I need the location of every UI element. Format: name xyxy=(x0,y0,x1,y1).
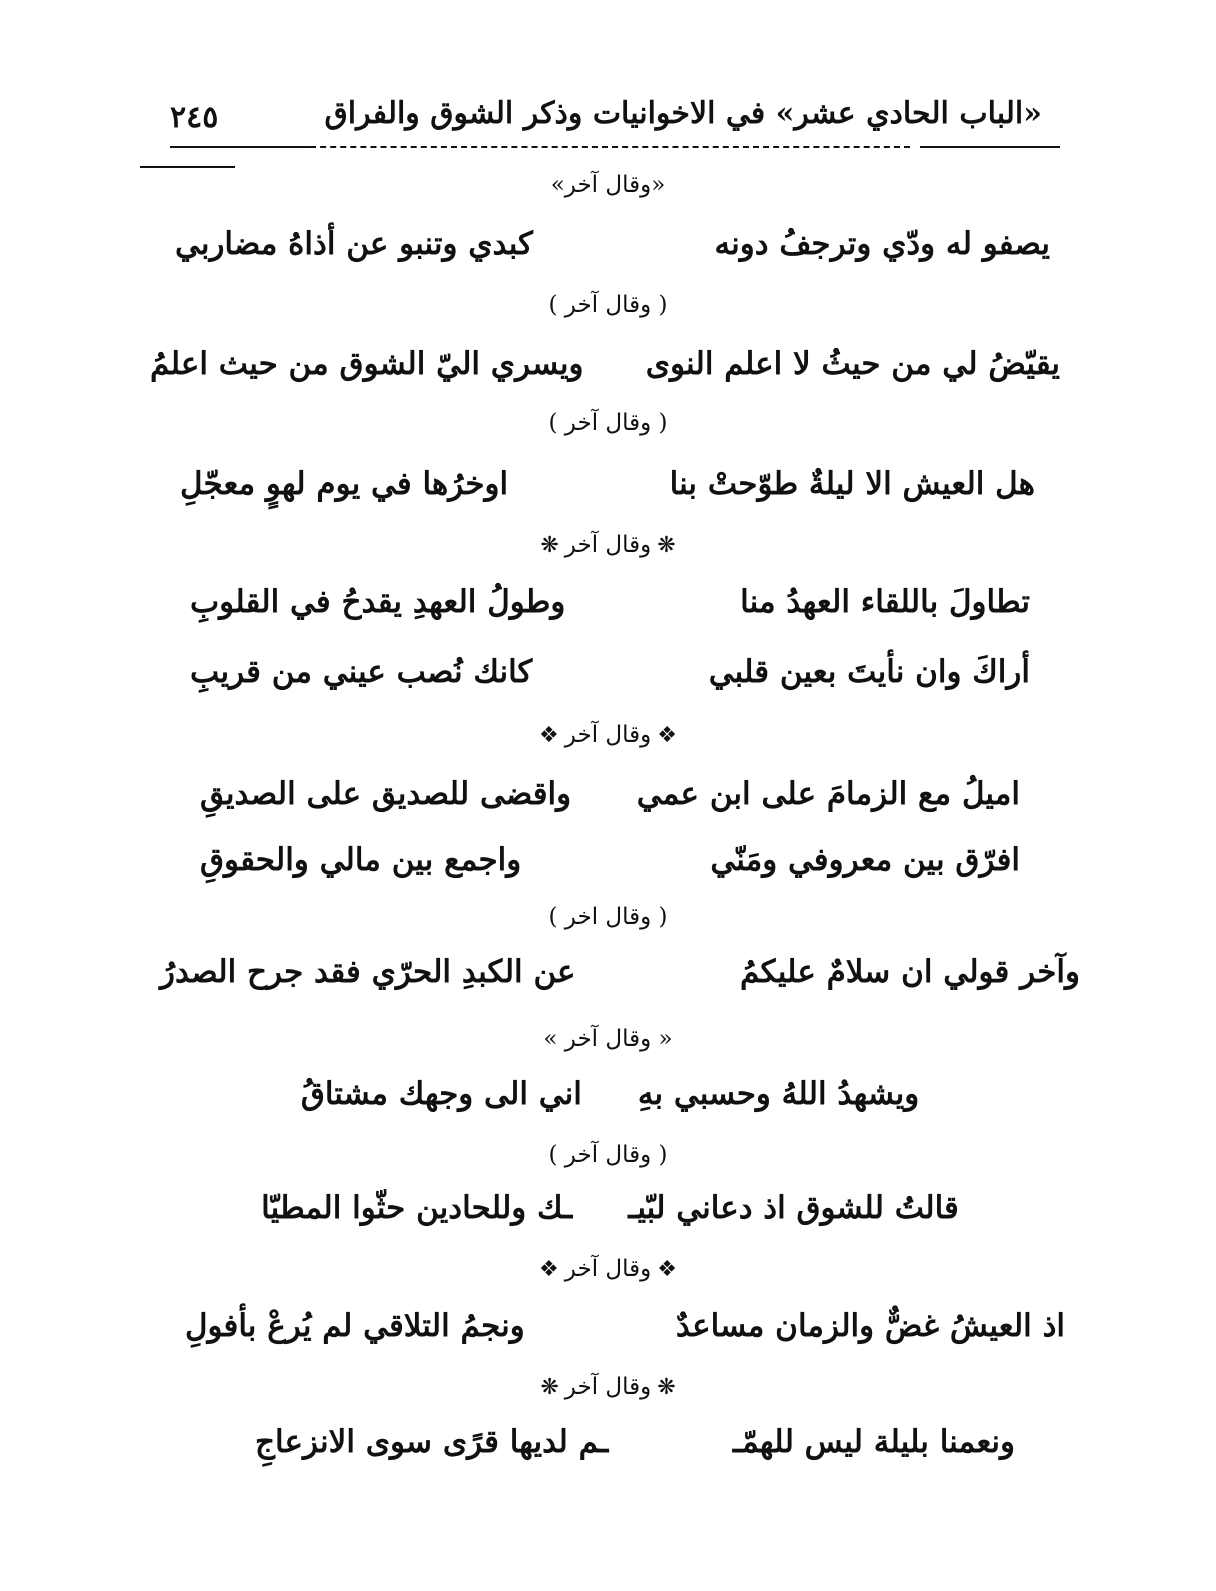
verse-line xyxy=(180,466,1035,502)
verse-second-hemistich: واجمع بين مالي والحقوقِ xyxy=(200,842,522,878)
verse-first-hemistich: ويشهدُ اللهُ وحسبي بهِ xyxy=(637,1076,920,1112)
verse-second-hemistich: وطولُ العهدِ يقدحُ في القلوبِ xyxy=(190,584,566,620)
header-rule xyxy=(170,146,310,148)
verse-first-hemistich: اميلُ مع الزمامَ على ابن عمي xyxy=(636,776,1020,812)
verse-line xyxy=(160,954,1080,990)
verse-line xyxy=(190,584,1030,620)
verse-second-hemistich: عن الكبدِ الحرّي فقد جرح الصدرُ xyxy=(160,954,576,990)
verse-second-hemistich: ويسري اليّ الشوق من حيث اعلمُ xyxy=(150,346,584,382)
verse-first-hemistich: تطاولَ باللقاء العهدُ منا xyxy=(740,584,1030,620)
ornament-icon: ❖ xyxy=(657,1257,677,1282)
verse-first-hemistich: اذ العيشُ غضٌّ والزمان مساعدٌ xyxy=(675,1308,1065,1344)
verse-first-hemistich: ونعمنا بليلة ليس للهمّـ xyxy=(732,1424,1015,1460)
page-number-underline xyxy=(140,166,235,168)
verse-line xyxy=(185,1308,1065,1344)
poem-heading-text: وقال آخر xyxy=(564,1256,652,1282)
page-number: ٢٤٥ xyxy=(170,100,219,135)
verse-second-hemistich: واقضى للصديق على الصديقِ xyxy=(200,776,572,812)
header-rule-dashed xyxy=(300,146,910,148)
poem-heading xyxy=(0,722,1216,748)
verse-line xyxy=(200,1076,1020,1112)
verse-line xyxy=(190,654,1030,690)
verse-first-hemistich: هل العيش الا ليلةٌ طوّحتْ بنا xyxy=(669,466,1035,502)
poem-heading: « وقال آخر » xyxy=(543,1026,673,1052)
poem-heading: ( وقال آخر ) xyxy=(548,410,668,436)
poem-heading-text: وقال آخر xyxy=(564,722,652,748)
header-rule xyxy=(920,146,1060,148)
verse-first-hemistich: قالتُ للشوق اذ دعاني لبّيـ xyxy=(628,1190,959,1226)
poem-heading xyxy=(0,532,1216,558)
poem-heading xyxy=(0,1256,1216,1282)
ornament-icon: ❋ xyxy=(540,533,559,558)
poem-heading: ( وقال آخر ) xyxy=(548,292,668,318)
verse-second-hemistich: كانك نُصب عيني من قريبِ xyxy=(190,654,533,690)
poem-heading: ( وقال اخر ) xyxy=(548,904,668,930)
ornament-icon: ❖ xyxy=(539,1257,559,1282)
poem-heading-text: وقال آخر xyxy=(564,532,652,558)
verse-second-hemistich: ـك وللحادين حثّوا المطيّا xyxy=(261,1190,573,1226)
ornament-icon: ❋ xyxy=(657,533,676,558)
verse-first-hemistich: افرّق بين معروفي ومَنّي xyxy=(710,842,1020,878)
verse-second-hemistich: كبدي وتنبو عن أذاهُ مضاربي xyxy=(175,226,533,262)
ornament-icon: ❋ xyxy=(540,1375,559,1400)
poem-heading: ( وقال آخر ) xyxy=(548,1142,668,1168)
verse-first-hemistich: أراكَ وان نأيتَ بعين قلبي xyxy=(708,654,1030,690)
poem-heading xyxy=(0,1374,1216,1400)
ornament-icon: ❖ xyxy=(539,723,559,748)
verse-line xyxy=(175,226,1050,262)
verse-second-hemistich: اوخرُها في يوم لهوٍ معجّلِ xyxy=(180,466,509,502)
verse-line xyxy=(255,1424,1015,1460)
verse-first-hemistich: وآخر قولي ان سلامٌ عليكمُ xyxy=(739,954,1080,990)
verse-first-hemistich: يصفو له ودّي وترجفُ دونه xyxy=(714,226,1050,262)
verse-line xyxy=(200,1190,1020,1226)
verse-second-hemistich: ونجمُ التلاقي لم يُرعْ بأفولِ xyxy=(185,1308,525,1344)
verse-first-hemistich: يقيّضُ لي من حيثُ لا اعلم النوى xyxy=(645,346,1060,382)
verse-line xyxy=(200,776,1020,812)
poem-heading: «وقال آخر» xyxy=(550,172,666,198)
poem-heading-text: وقال آخر xyxy=(564,1374,652,1400)
verse-line xyxy=(150,346,1060,382)
chapter-title: «الباب الحادي عشر» في الاخوانيات وذكر الشوق والفراق xyxy=(324,96,1042,131)
verse-second-hemistich: ـم لديها قرًى سوى الانزعاجِ xyxy=(255,1424,609,1460)
ornament-icon: ❖ xyxy=(657,723,677,748)
page-header xyxy=(140,92,1060,162)
verse-second-hemistich: اني الى وجهك مشتاقُ xyxy=(300,1076,582,1112)
verse-line xyxy=(200,842,1020,878)
ornament-icon: ❋ xyxy=(657,1375,676,1400)
